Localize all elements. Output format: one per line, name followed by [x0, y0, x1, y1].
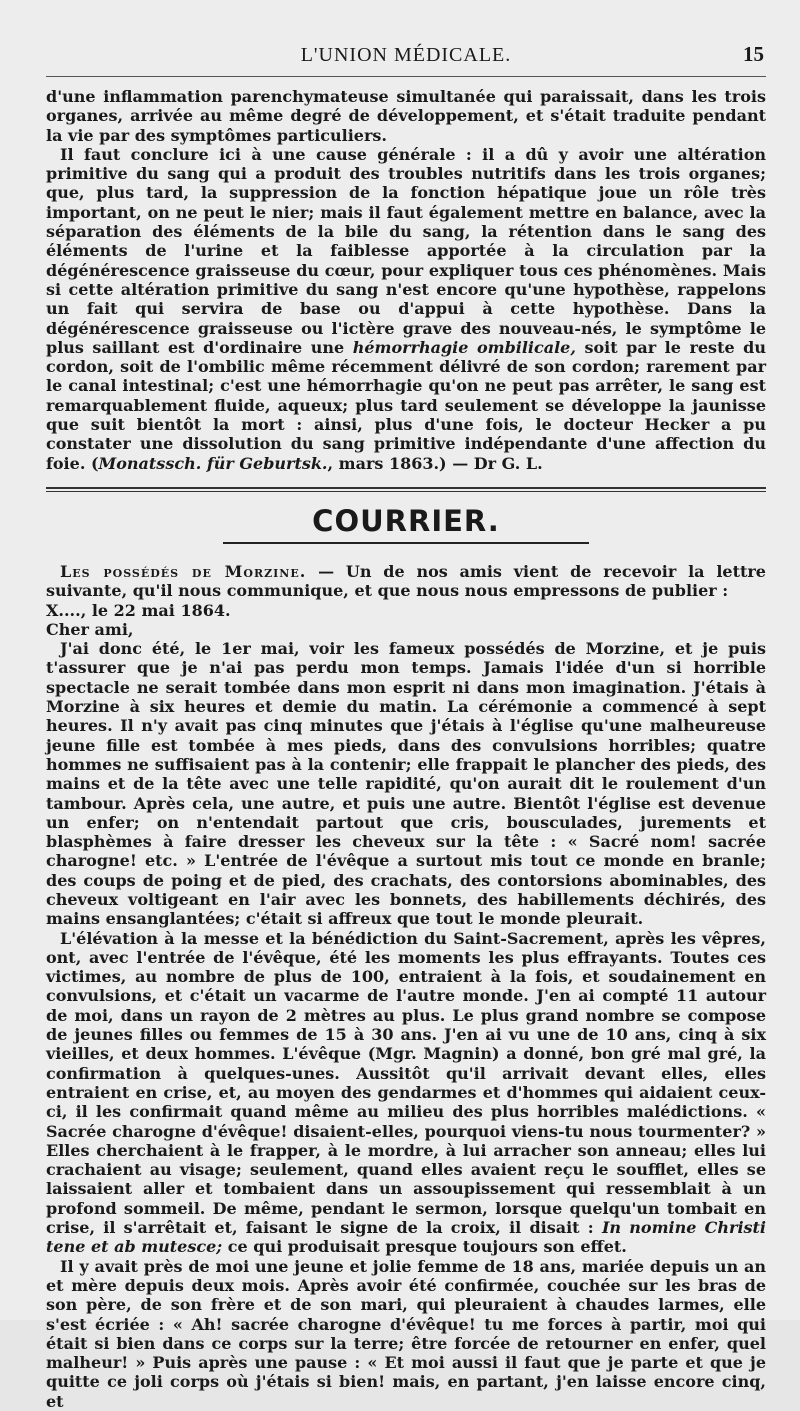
paragraph [46, 562, 766, 601]
title-underline [223, 542, 589, 544]
journal-citation: Monatssch. für Geburtsk. [98, 453, 328, 473]
section-divider [46, 487, 766, 492]
paragraph [46, 145, 766, 473]
lead-heading: Les possédés de Morzine. [60, 561, 307, 581]
letter-body [46, 562, 766, 1411]
italic-term: hémorrhagie ombilicale, [352, 337, 576, 357]
text-run: soit par le reste du cordon, soit de l'ombilic même récemment délivré de son cordon; rarement par le canal intestinal; c'est une hémorrhagie qu'on ne peut pas arrêter, le sang est remarquablement fluide, aqueux; plus tard seulement se développe la jaunisse que suit bientôt la mort : ainsi, plus d'une fois, le docteur Hecker a pu constater une dissolution du sang primitive indépendante d'une affection du foie. ( [46, 337, 766, 473]
paragraph: d'une inflammation parenchymateuse simultanée qui paraissait, dans les trois organes, arrivée au même degré de développement, et s'était traduite pendant la vie par des symptômes particuliers. [46, 87, 766, 145]
section-title: COURRIER. [312, 503, 500, 538]
salutation: Cher ami, [46, 619, 134, 639]
text-run: Il faut conclure ici à une cause générale : il a dû y avoir une altération primitive du sang qui a produit des troubles nutritifs dans les trois organes; que, plus tard, la suppression de la fonction hépatique joue un rôle très important, on ne peut le nier; mais il faut également mettre en balance, avec la séparation des éléments de la bile du sang, la rétention dans le sang des éléments de l'urine et la faiblesse apportée à la circulation par la dégénérescence graisseuse du cœur, pour expliquer tous ces phénomènes. Mais si cette altération primitive du sang n'est encore qu'une hypothèse, rappelons un fait qui servira de base ou d'appui à cette hypothèse. Dans la dégénérescence graisseuse ou l'ictère grave des nouveau-nés, le symptôme le plus saillant est d'ordinaire une [46, 144, 766, 357]
paragraph: Il y avait près de moi une jeune et jolie femme de 18 ans, mariée depuis un an et mère depuis deux mois. Après avoir été confirmée, couchée sur les bras de son père, de son frère et de son mari, qui pleuraient à chaudes larmes, elle s'est écriée : « Ah! sacrée charogne d'évêque! tu me forces à partir, moi qui était si bien dans ce corps sur la terre; être forcée de retourner en enfer, quel malheur! » Puis après une pause : « Et moi aussi il faut que je parte et que je quitte ce joli corps où j'étais si bien! mais, en partant, j'en laisse encore cinq, et [46, 1256, 766, 1411]
text-run: ce qui produisait presque toujours son effet. [222, 1237, 627, 1257]
paragraph: J'ai donc été, le 1er mai, voir les fameux possédés de Morzine, et je puis t'assurer que je n'ai pas perdu mon temps. Jamais l'idée d'un si horrible spectacle ne serait tombée dans mon esprit ni dans mon imagination. J'étais à Morzine à six heures et demie du matin. La cérémonie a commencé à sept heures. Il n'y avait pas cinq minutes que j'étais à l'église qu'une malheureuse jeune fille est tombée à mes pieds, dans des convulsions horribles; quatre hommes ne suffisaient pas à la contenir; elle frappait le plancher des pieds, des mains et de la tête avec une telle rapidité, qu'on aurait dit le roulement d'un tambour. Après cela, une autre, et puis une autre. Bientôt l'église est devenue un enfer; on n'entendait partout que cris, bousculades, jurements et blasphèmes à faire dresser les cheveux sur la tête : « Sacré nom! sacrée charogne! etc. » L'entrée de l'évêque a surtout mis tout ce monde en branle; des coups de poing et de pied, des crachats, des contorsions abominables, des cheveux voltigeant en l'air avec les bonnets, des habillements déchirés, des mains ensanglantées; c'était si affreux que tout le monde pleurait. [46, 639, 766, 929]
dateline: X...., le 22 mai 1864. [46, 600, 231, 620]
page-number: 15 [743, 42, 764, 66]
text-run: — Un de nos amis vient de recevoir la lettre suivante, qu'il nous communique, et que nous nous empressons de publier : [46, 561, 766, 601]
article-body [46, 87, 766, 473]
paragraph [46, 929, 766, 1257]
running-title: L'UNION MÉDICALE. [300, 44, 512, 66]
text-run: L'élévation à la messe et la bénédiction du Saint-Sacrement, après les vêpres, ont, avec l'entrée de l'évêque, été les moments les plus effrayants. Toutes ces victimes, au nombre de plus de 100, entraient à la fois, et soudainement en convulsions, et c'était un vacarme de l'autre monde. J'en ai compté 11 autour de moi, dans un rayon de 2 mètres au plus. Le plus grand nombre se compose de jeunes filles ou femmes de 15 à 30 ans. J'en ai vu une de 10 ans, cinq à six vieilles, et deux hommes. L'évêque (Mgr. Magnin) a donné, bon gré mal gré, la confirmation à quelques-unes. Aussitôt qu'il arrivait devant elles, elles entraient en crise, et, au moyen des gendarmes et d'hommes qui aidaient ceux-ci, il les confirmait quand même au milieu des plus horribles malédictions. « Sacrée charogne d'évêque! disaient-elles, pourquoi viens-tu nous tourmenter? » Elles cherchaient à le frapper, à le mordre, à lui arracher son anneau; elles lui crachaient au visage; seulement, quand elles avaient reçu le soufflet, elles se laissaient aller et tombaient dans un assoupissement qui ressemblait à un profond sommeil. De même, pendant le sermon, lorsque quelqu'un tombait en crise, il s'arrêtait et, faisant le signe de la croix, il disait : [46, 928, 766, 1238]
text-run: , mars 1863.) — Dr G. L. [327, 453, 543, 473]
latin-phrase: In nomine Christi tene et ab mutesce; [46, 1218, 766, 1257]
running-head [46, 36, 766, 77]
